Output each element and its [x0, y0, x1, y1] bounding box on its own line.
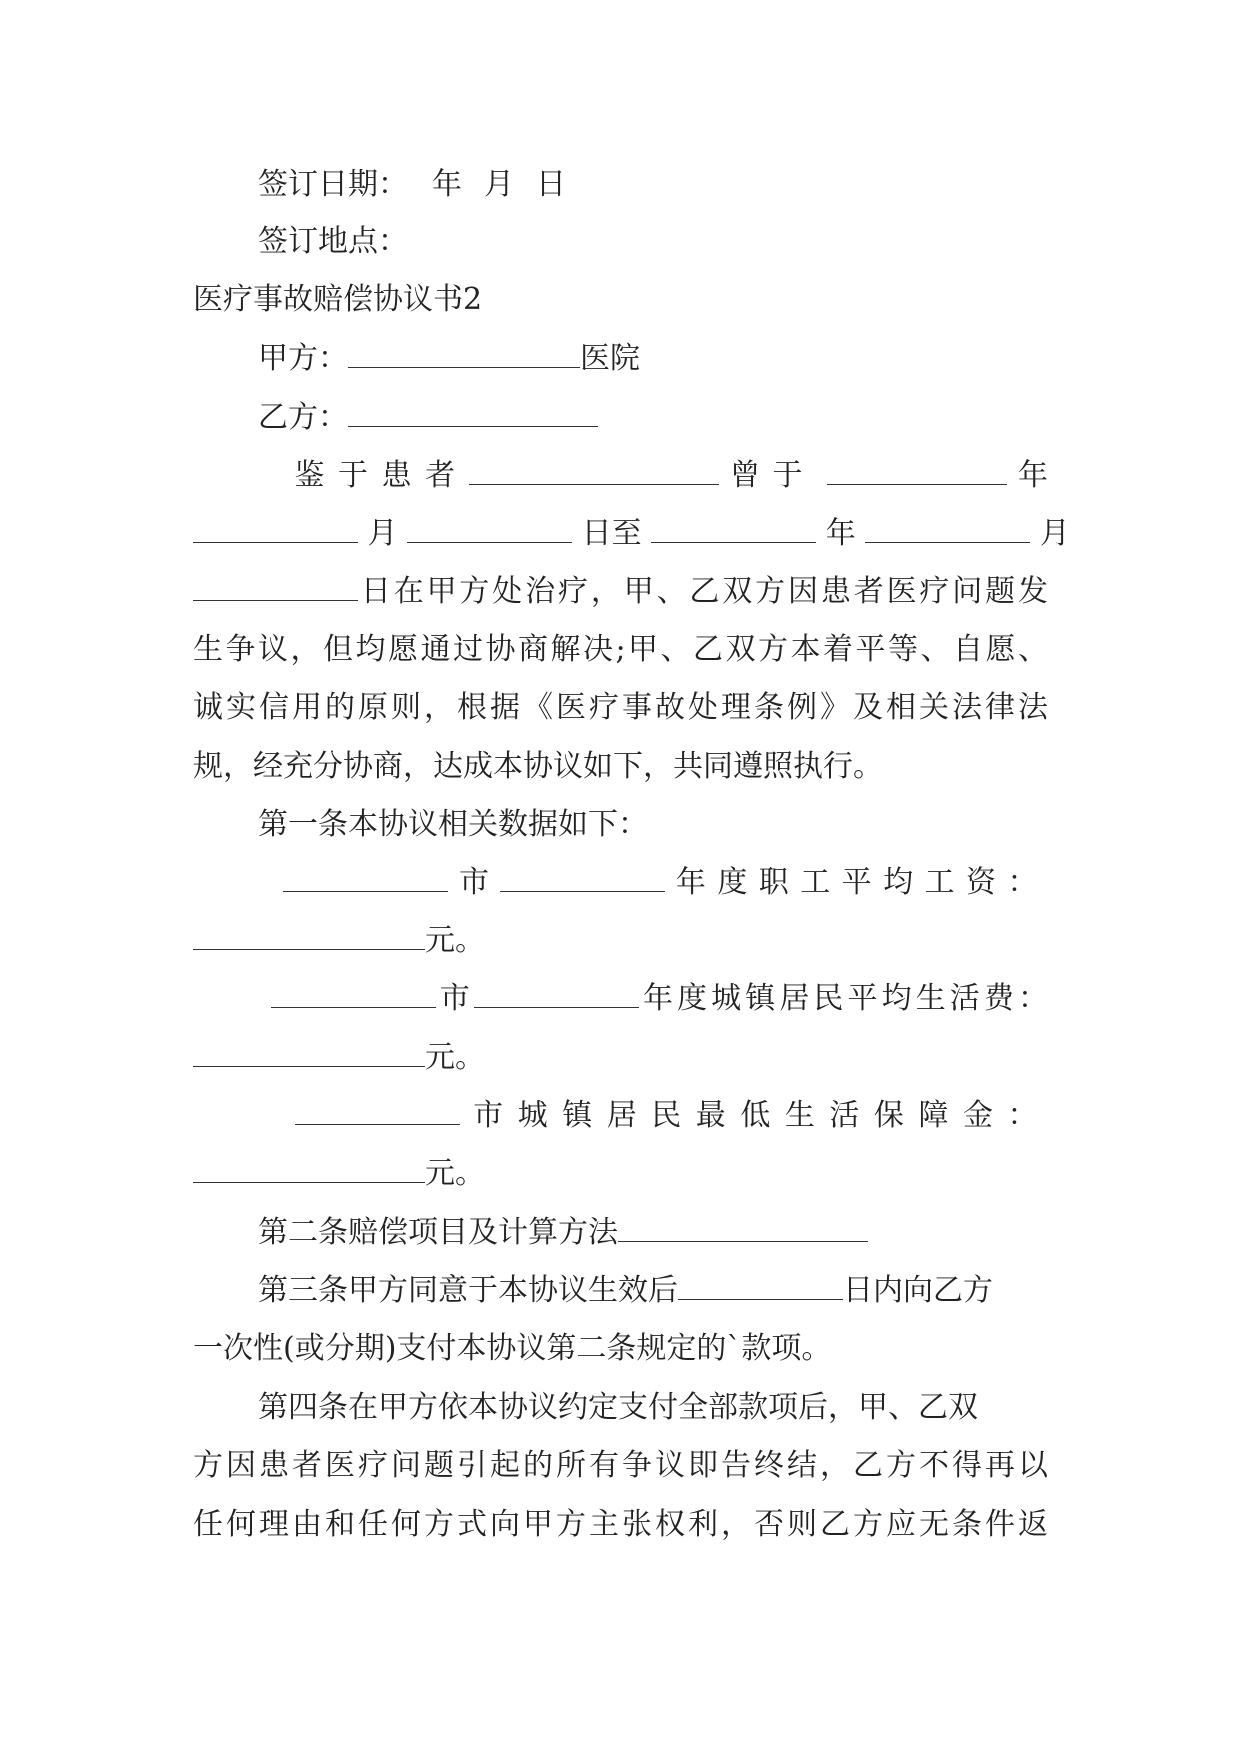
article-4-l2-text: 方因患者医疗问题引起的所有争议即告终结，乙方不得再以	[193, 1448, 1048, 1483]
intro-l2-rizhi: 日至	[581, 516, 642, 551]
sign-date-label: 签订日期：	[258, 167, 408, 202]
article-4-line-3	[193, 1505, 1048, 1545]
art1-item2-city: 市	[435, 981, 474, 1016]
intro-line-1	[193, 456, 1048, 496]
article-4-line-1	[258, 1388, 978, 1428]
art1-item2-amount-line	[193, 1038, 485, 1078]
intro-l2-yue: 月	[367, 516, 398, 551]
art1-item2-text: 年度城镇居民平均生活费：	[638, 981, 1049, 1016]
start-month-blank[interactable]	[193, 515, 358, 543]
party-b-blank[interactable]	[348, 399, 598, 427]
intro-line-6	[193, 747, 883, 787]
intro-line-4	[193, 630, 1048, 670]
sign-date-day: 日	[536, 167, 566, 202]
article-4-line-2	[193, 1446, 1048, 1486]
party-a-label: 甲方：	[258, 341, 348, 376]
intro-word-ceng: 曾于	[730, 458, 815, 493]
art1-item1-city-blank[interactable]	[283, 864, 448, 892]
art1-item3-city-blank[interactable]	[295, 1097, 460, 1125]
article-3-post: 日内向乙方	[843, 1273, 993, 1308]
art1-item1-text: 年度职工平均工资：	[675, 865, 1048, 900]
article-3-line-2	[193, 1329, 831, 1369]
start-year-blank[interactable]	[827, 457, 1007, 485]
article-1-title	[258, 805, 648, 845]
article-3-l2-text: 一次性(或分期)支付本协议第二条规定的`款项。	[193, 1331, 832, 1366]
intro-line-3	[193, 572, 1048, 612]
art1-item1-yuan: 元。	[425, 923, 485, 958]
art1-item3-yuan: 元。	[425, 1156, 485, 1191]
article-2-line	[258, 1213, 868, 1253]
intro-l2-nian: 年	[825, 516, 856, 551]
article-3-days-blank[interactable]	[678, 1272, 843, 1300]
intro-l4-text: 生争议，但均愿通过协商解决;甲、乙双方本着平等、自愿、	[193, 632, 1048, 667]
party-a-blank[interactable]	[348, 340, 580, 368]
end-day-blank[interactable]	[193, 573, 358, 601]
art1-item2-yuan: 元。	[425, 1040, 485, 1075]
end-month-blank[interactable]	[865, 515, 1030, 543]
intro-word-jian: 鉴	[294, 458, 327, 493]
art1-item3-text: 市城镇居民最低生活保障金：	[473, 1098, 1049, 1133]
intro-word-huan: 患	[381, 458, 414, 493]
party-a-suffix: 医院	[580, 341, 640, 376]
art1-item2-city-blank[interactable]	[271, 980, 436, 1008]
art1-item1-line	[193, 863, 1048, 903]
patient-name-blank[interactable]	[469, 457, 719, 485]
party-b-label: 乙方：	[258, 400, 348, 435]
article-4-l1-text: 第四条在甲方依本协议约定支付全部款项后，甲、乙双	[258, 1390, 978, 1425]
sign-date-line	[258, 165, 566, 205]
art1-item1-city: 市	[458, 865, 490, 900]
sign-date-year: 年	[432, 167, 462, 202]
intro-word-nian: 年	[1018, 458, 1049, 493]
party-b-line	[258, 398, 598, 438]
article-1-title-text: 第一条本协议相关数据如下：	[258, 807, 648, 842]
end-year-blank[interactable]	[651, 515, 816, 543]
art1-item1-amount-blank[interactable]	[193, 922, 425, 950]
art1-item3-amount-line	[193, 1154, 485, 1194]
intro-word-yu: 于	[338, 458, 370, 493]
article-3-pre: 第三条甲方同意于本协议生效后	[258, 1273, 678, 1308]
intro-l2-yue2: 月	[1039, 516, 1070, 551]
sign-date-month: 月	[484, 167, 514, 202]
sign-place-label: 签订地点：	[258, 224, 408, 259]
intro-line-2	[193, 514, 1070, 554]
art1-item1-year-blank[interactable]	[500, 864, 665, 892]
start-day-blank[interactable]	[407, 515, 572, 543]
document-title	[193, 280, 482, 320]
art1-item3-amount-blank[interactable]	[193, 1155, 425, 1183]
intro-l6-text: 规，经充分协商，达成本协议如下，共同遵照执行。	[193, 749, 883, 784]
sign-place-line	[258, 222, 408, 262]
article-2-blank[interactable]	[618, 1214, 868, 1242]
document-title-text: 医疗事故赔偿协议书2	[193, 282, 483, 317]
art1-item1-amount-line	[193, 921, 485, 961]
art1-item3-line	[193, 1096, 1048, 1136]
article-4-l3-text: 任何理由和任何方式向甲方主张权利，否则乙方应无条件返	[193, 1507, 1048, 1542]
art1-item2-line	[193, 979, 1048, 1019]
intro-word-zhe: 者	[425, 458, 457, 493]
article-3-line-1	[258, 1271, 993, 1311]
intro-l3-text: 日在甲方处治疗，甲、乙双方因患者医疗问题发	[358, 574, 1048, 609]
intro-l5-text: 诚实信用的原则，根据《医疗事故处理条例》及相关法律法	[193, 690, 1048, 725]
article-2-text: 第二条赔偿项目及计算方法	[258, 1215, 618, 1250]
art1-item2-year-blank[interactable]	[474, 980, 639, 1008]
art1-item2-amount-blank[interactable]	[193, 1039, 425, 1067]
party-a-line	[258, 339, 640, 379]
intro-line-5	[193, 688, 1048, 728]
